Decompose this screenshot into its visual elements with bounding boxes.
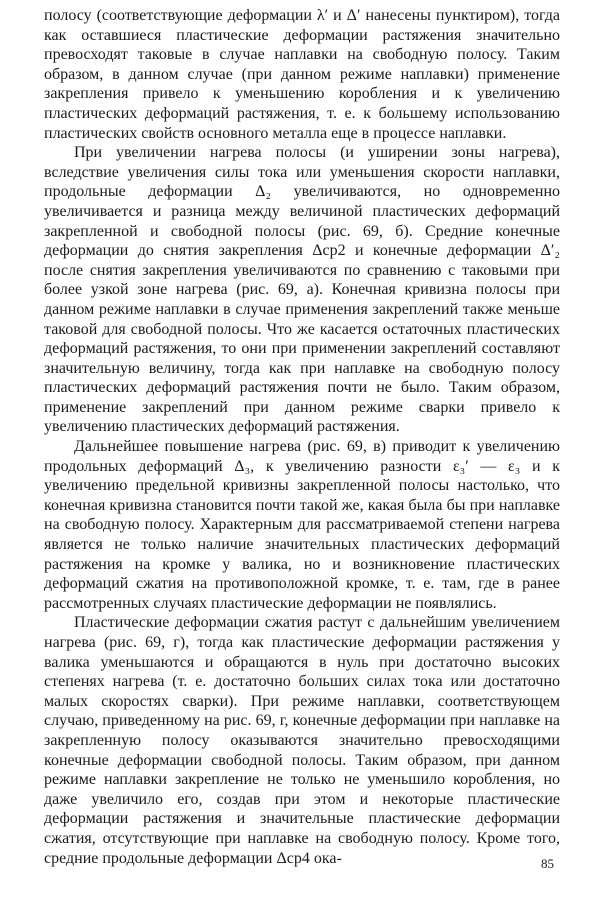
page-body — [44, 6, 560, 868]
paragraph-further-heating: Дальнейшее повышение нагрева (рис. 69, в) приводит к увеличению продольных деформаций Δ₃, к увеличению разности ε₃′ — ε₃ и к увеличению предельной кривизны закрепленной полосы настолько, что конечная кривизна становится почти такой же, какая была бы при наплавке на свободную полосу. Характерным для рассматриваемой степени нагрева является не только наличие значительных пластических деформаций растяжения на кромке у валика, но и возникновение пластических деформаций сжатия на противоположной кромке, т. е. там, где в ранее рассмотренных случаях пластические деформации не появлялись. — [44, 438, 560, 612]
page-number: 85 — [541, 856, 554, 871]
paragraph-increased-heating: При увеличении нагрева полосы (и уширении зоны нагрева), вследствие увеличения силы тока или уменьшения скорости наплавки, продольные деформации Δ₂ увеличиваются, но одновременно увеличивается и разница между величиной пластических деформаций закрепленной и свободной полосы (рис. 69, б). Средние конечные деформации до снятия закрепления Δср2 и конечные деформации Δ′₂ после снятия закрепления увеличиваются по сравнению с таковыми при более узкой зоне нагрева (рис. 69, а). Конечная кривизна полосы при данном режиме наплавки в случае применения закреплений также меньше таковой для свободной полосы. Что же касается остаточных пластических деформаций растяжения, то они при применении закреплений составляют значительную величину, тогда как при наплавке на свободную полосу пластических деформаций растяжения почти не было. Таким образом, применение закреплений при данном режиме сварки привело к увеличению пластических деформаций растяжения. — [44, 144, 560, 436]
paragraph-compression-deformations: Пластические деформации сжатия растут с дальнейшим увеличением нагрева (рис. 69, г), тогда как пластические деформации растяжения у валика уменьшаются и обращаются в нуль при достаточно высоких степенях нагрева (т. е. достаточно больших силах тока или достаточно малых скоростях сварки). При режиме наплавки, соответствующем случаю, приведенному на рис. 69, г, конечные деформации при наплавке на закрепленную полосу оказываются значительно превосходящими конечные деформации свободной полосы. Таким образом, при данном режиме наплавки закрепление не только не уменьшило коробления, но даже увеличило его, создав при этом и некоторые пластические деформации растяжения и значительные пластические деформации сжатия, отсутствующие при наплавке на свободную полосу. Кроме того, средние продольные деформации Δср4 ока- — [44, 614, 560, 867]
paragraph-continuation: полосу (соответствующие деформации λ′ и Δ′ нанесены пунктиром), тогда как оставшиеся пластические деформации растяжения значительно превосходят таковые в случае наплавки на свободную полосу. Таким образом, в данном случае (при данном режиме наплавки) применение закрепления привело к уменьшению коробления и к увеличению пластических деформаций растяжения, т. е. к большему использованию пластических свойств основного металла еще в процессе наплавки. — [44, 7, 560, 142]
